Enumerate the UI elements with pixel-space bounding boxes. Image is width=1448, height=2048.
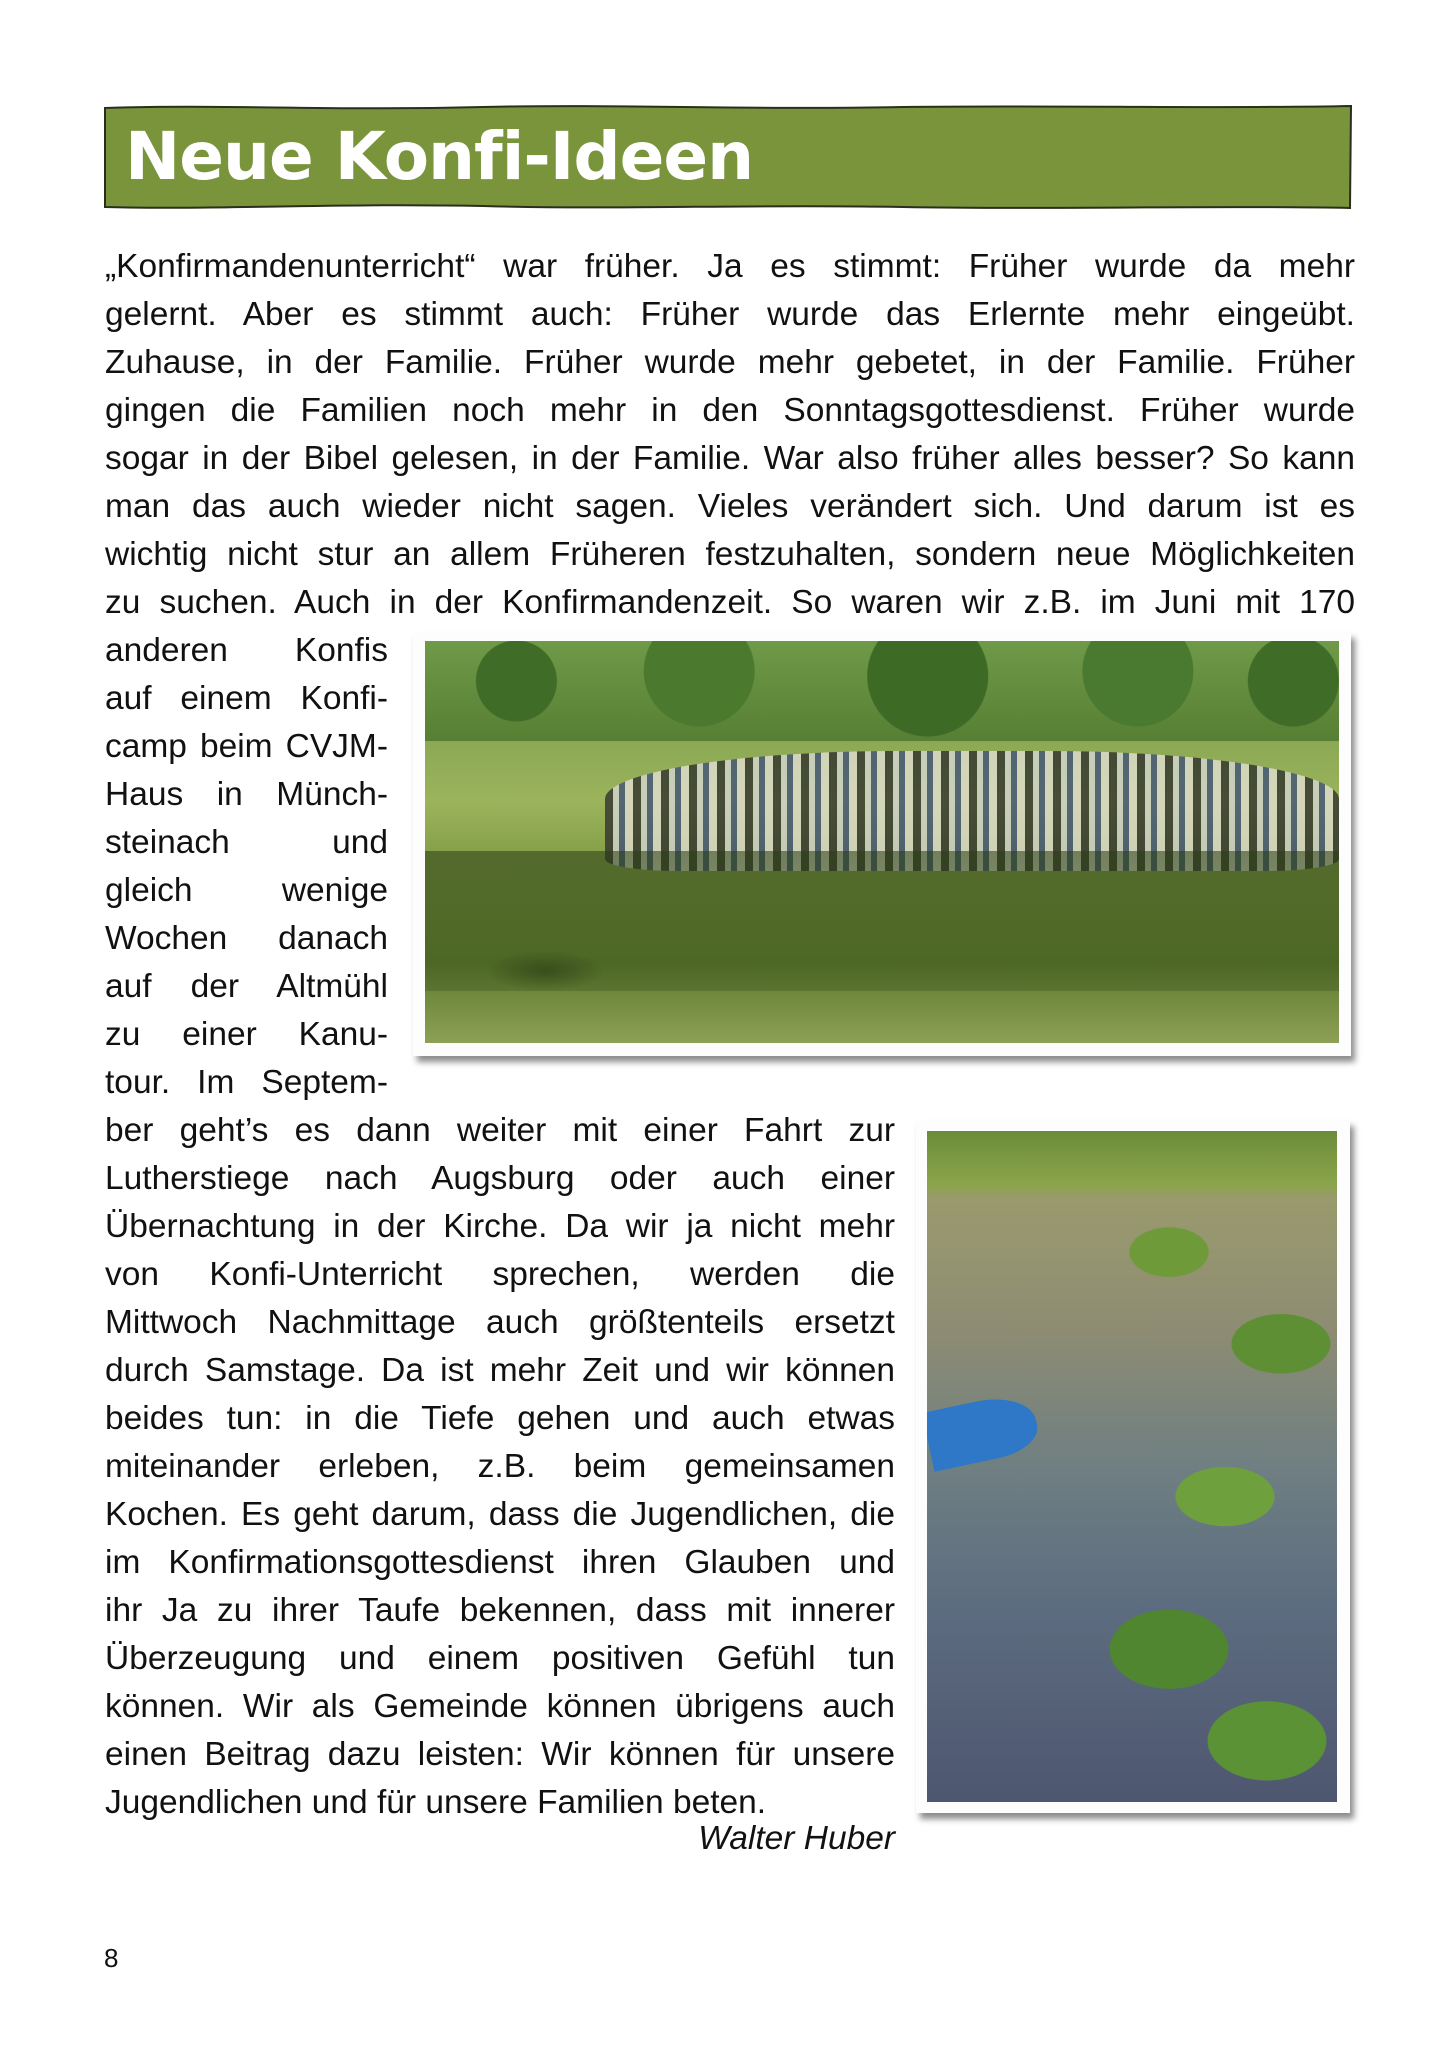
text-line: „Konfirmandenunterricht“ war früher. Ja es stimmt: Früher wurde da mehr xyxy=(105,248,1355,285)
text-line: Lutherstiege nach Augsburg oder auch einer xyxy=(105,1160,895,1197)
text-line: im Konfirmationsgottesdienst ihren Glauben und xyxy=(105,1544,895,1581)
text-line: Wochen danach xyxy=(105,920,388,957)
tree-shadow xyxy=(425,851,1339,991)
text-line: auf einem Konfi- xyxy=(105,680,388,717)
text-line: gelernt. Aber es stimmt auch: Früher wurde das Erlernte mehr eingeübt. xyxy=(105,296,1355,333)
text-line: Überzeugung und einem positiven Gefühl tun xyxy=(105,1640,895,1677)
page-number: 8 xyxy=(104,1943,119,1973)
camp-photo xyxy=(425,641,1339,1043)
page-title: Neue Konfi-Ideen xyxy=(125,118,754,195)
text-line: sogar in der Bibel gelesen, in der Familie. War also früher alles besser? So kann xyxy=(105,440,1355,477)
text-line: zu suchen. Auch in der Konfirmandenzeit. So waren wir z.B. im Juni mit 170 xyxy=(105,584,1355,621)
text-line: können. Wir als Gemeinde können übrigens auch xyxy=(105,1688,895,1725)
author-signature: Walter Huber xyxy=(698,1820,895,1857)
text-line: beides tun: in die Tiefe gehen und auch etwas xyxy=(105,1400,895,1437)
text-line: miteinander erleben, z.B. beim gemeinsamen xyxy=(105,1448,895,1485)
text-line: Übernachtung in der Kirche. Da wir ja nicht mehr xyxy=(105,1208,895,1245)
text-line: von Konfi-Unterricht sprechen, werden die xyxy=(105,1256,895,1293)
text-line: steinach und xyxy=(105,824,388,861)
text-line: Kochen. Es geht darum, dass die Jugendlichen, die xyxy=(105,1496,895,1533)
text-line: durch Samstage. Da ist mehr Zeit und wir können xyxy=(105,1352,895,1389)
text-line: auf der Altmühl xyxy=(105,968,388,1005)
text-line: Mittwoch Nachmittage auch größtenteils ersetzt xyxy=(105,1304,895,1341)
text-line: ber geht’s es dann weiter mit einer Fahrt zur xyxy=(105,1112,895,1149)
text-line: gleich wenige xyxy=(105,872,388,909)
text-line: camp beim CVJM- xyxy=(105,728,388,765)
text-line: Zuhause, in der Familie. Früher wurde mehr gebetet, in der Familie. Früher xyxy=(105,344,1355,381)
title-banner xyxy=(103,104,1353,210)
text-line: wichtig nicht stur an allem Früheren festzuhalten, sondern neue Möglichkeiten xyxy=(105,536,1355,573)
river-photo xyxy=(927,1131,1337,1802)
text-line: einen Beitrag dazu leisten: Wir können für unsere xyxy=(105,1736,895,1773)
text-line: man das auch wieder nicht sagen. Vieles verändert sich. Und darum ist es xyxy=(105,488,1355,525)
foreground-leaves xyxy=(1057,1191,1337,1802)
text-line: gingen die Familien noch mehr in den Sonntagsgottesdienst. Früher wurde xyxy=(105,392,1355,429)
text-line: anderen Konfis xyxy=(105,632,388,669)
text-line: Haus in Münch- xyxy=(105,776,388,813)
text-line: zu einer Kanu- xyxy=(105,1016,388,1053)
text-line: tour. Im Septem- xyxy=(105,1064,388,1101)
text-line: ihr Ja zu ihrer Taufe bekennen, dass mit innerer xyxy=(105,1592,895,1629)
blue-canoe xyxy=(927,1390,1042,1472)
trees-background xyxy=(425,641,1339,741)
text-line: Jugendlichen und für unsere Familien beten. xyxy=(105,1784,767,1821)
